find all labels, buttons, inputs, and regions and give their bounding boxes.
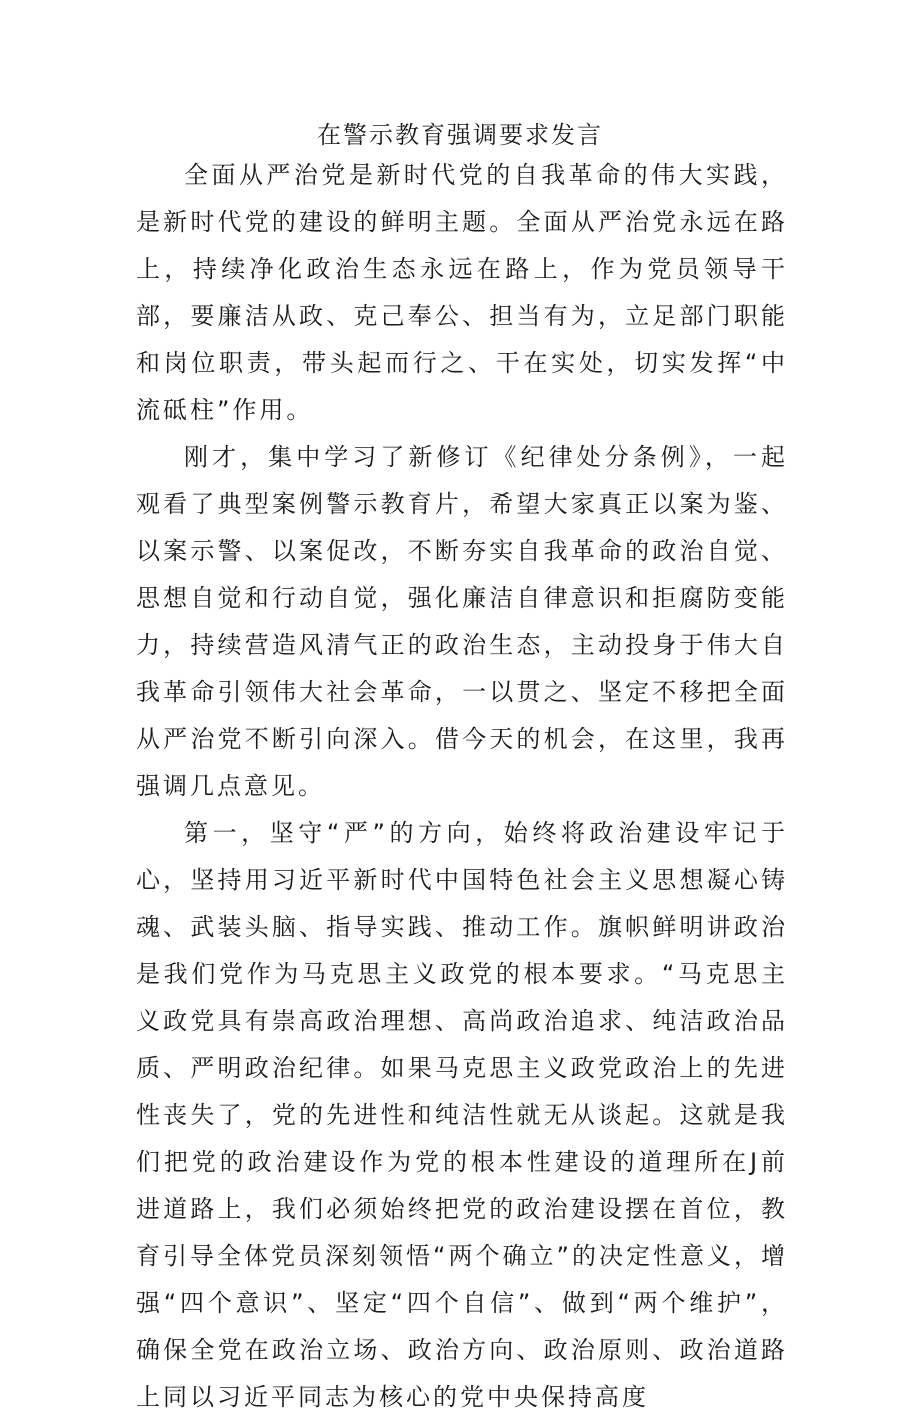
paragraph-third: 第一，坚守“严”的方向，始终将政治建设牢记于心，坚持用习近平新时代中国特色社会主义思想凝心铸魂、武装头脑、指导实践、推动工作。旗帜鲜明讲政治是我们党作为马克思主义政党的根本要求。“马克思主义政党具有崇高政治理想、高尚政治追求、纯洁政治品质、严明政治纪律。如果马克思主义政党政治上的先进性丧失了，党的先进性和纯洁性就无从谈起。这就是我们把党的政治建设作为党的根本性建设的道理所在J前进道路上，我们必须始终把党的政治建设摆在首位，教育引导全体党员深刻领悟“两个确立”的决定性意义，增强“四个意识”、坚定“四个自信”、做到“两个维护”，确保全党在政治立场、政治方向、政治原则、政治道路上同以习近平同志为核心的党中央保持高度 — [136, 819, 788, 1411]
document-body — [136, 152, 788, 1421]
paragraph-second: 刚才，集中学习了新修订《纪律处分条例》，一起观看了典型案例警示教育片，希望大家真正以案为鉴、以案示警、以案促改，不断夯实自我革命的政治自觉、思想自觉和行动自觉，强化廉洁自律意识和拒腐防变能力，持续营造风清气正的政治生态，主动投身于伟大自我革命引领伟大社会革命，一以贯之、坚定不移把全面从严治党不断引向深入。借今天的机会，在这里，我再强调几点意见。 — [136, 443, 788, 800]
paragraph-intro: 全面从严治党是新时代党的自我革命的伟大实践，是新时代党的建设的鲜明主题。全面从严治党永远在路上，持续净化政治生态永远在路上，作为党员领导干部，要廉洁从政、克己奉公、担当有为，立足部门职能和岗位职责，带头起而行之、干在实处，切实发挥“中流砥柱”作用。 — [136, 161, 788, 424]
document-title: 在警示教育强调要求发言 — [317, 121, 603, 149]
